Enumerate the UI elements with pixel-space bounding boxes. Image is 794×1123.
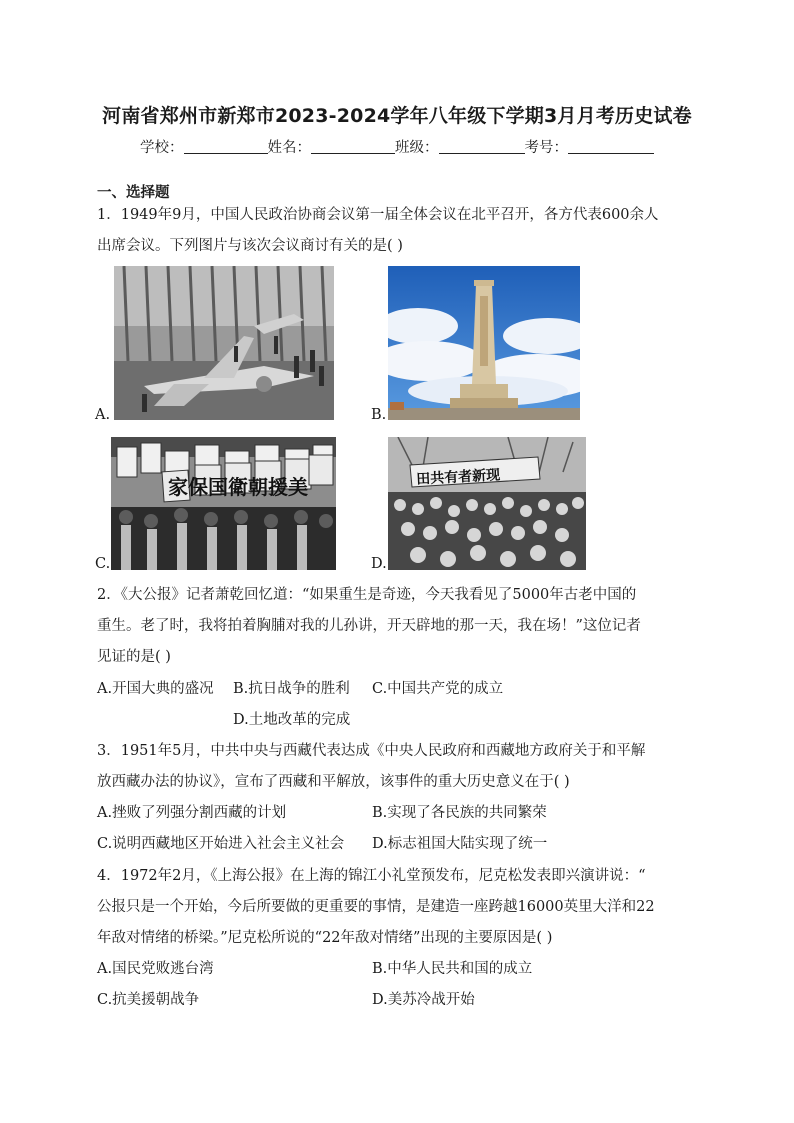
q2-stem-line3: 见证的是( ) [97,649,171,665]
crowd-banner-glyphs: 田共有者新现 [415,467,501,488]
q3-option-c[interactable]: C.说明西藏地区开始进入社会主义社会 [97,836,345,852]
name-blank[interactable] [311,139,395,154]
q4-stem-line2: 公报只是一个开始，今后所要做的更重要的事情，是建造一座跨越16000英里大洋和22 [97,899,655,915]
protest-banner-photo[interactable] [111,437,336,570]
crowd-photo[interactable] [388,437,586,570]
q2-stem-line1: 2．《大公报》记者萧乾回忆道：“如果重生是奇迹，今天我看见了5000年古老中国的 [97,587,637,603]
q4-option-d[interactable]: D.美苏冷战开始 [372,992,475,1008]
class-label: 班级： [395,140,439,156]
q3-option-a[interactable]: A.挫败了列强分割西藏的计划 [97,805,287,821]
q3-option-d[interactable]: D.标志祖国大陆实现了统一 [372,836,548,852]
number-label: 考号： [524,140,568,156]
q4-stem-line1: 4．1972年2月，《上海公报》在上海的锦江小礼堂预发布，尼克松发表即兴演讲说：“ [97,868,646,884]
q2-option-d[interactable]: D.土地改革的完成 [233,712,351,728]
q2-option-a[interactable]: A.开国大典的盛况 [97,681,214,697]
q4-stem-line3: 年敌对情绪的桥梁。”尼克松所说的“22年敌对情绪”出现的主要原因是( ) [97,930,553,946]
monument-photo[interactable] [388,266,580,420]
q1-option-a-label: A. [95,407,111,423]
q2-stem-line2: 重生。老了时，我将拍着胸脯对我的儿孙讲，开天辟地的那一天，我在场！”这位记者 [97,618,641,634]
q1-stem-line2: 出席会议。下列图片与该次会议商讨有关的是( ) [97,238,403,254]
page-title: 河南省郑州市新郑市2023-2024学年八年级下学期3月月考历史试卷 [102,105,692,127]
q2-option-c[interactable]: C.中国共产党的成立 [372,681,504,697]
q2-option-b[interactable]: B.抗日战争的胜利 [233,681,350,697]
q4-option-c[interactable]: C.抗美援朝战争 [97,992,200,1008]
q4-option-a[interactable]: A.国民党败逃台湾 [97,961,214,977]
q1-option-c-label: C. [95,556,111,572]
school-blank[interactable] [184,139,268,154]
q1-stem-line1: 1．1949年9月，中国人民政治协商会议第一届全体会议在北平召开，各方代表600余人 [97,207,659,223]
school-label: 学校： [140,140,184,156]
q3-stem-line1: 3．1951年5月，中共中央与西藏代表达成《中央人民政府和西藏地方政府关于和平解 [97,743,646,759]
banner-glyphs: 家保国衛朝援美 [168,475,308,499]
name-label: 姓名： [267,140,311,156]
q1-option-d-label: D. [371,556,387,572]
q3-option-b[interactable]: B.实现了各民族的共同繁荣 [372,805,547,821]
class-blank[interactable] [439,139,525,154]
student-info-line [0,136,794,157]
q3-stem-line2: 放西藏办法的协议》，宣布了西藏和平解放，该事件的重大历史意义在于( ) [97,774,570,790]
number-blank[interactable] [568,139,654,154]
q4-option-b[interactable]: B.中华人民共和国的成立 [372,961,533,977]
aircraft-factory-photo[interactable] [114,266,334,420]
section-heading: 一、选择题 [97,185,170,201]
q1-option-b-label: B. [371,407,387,423]
